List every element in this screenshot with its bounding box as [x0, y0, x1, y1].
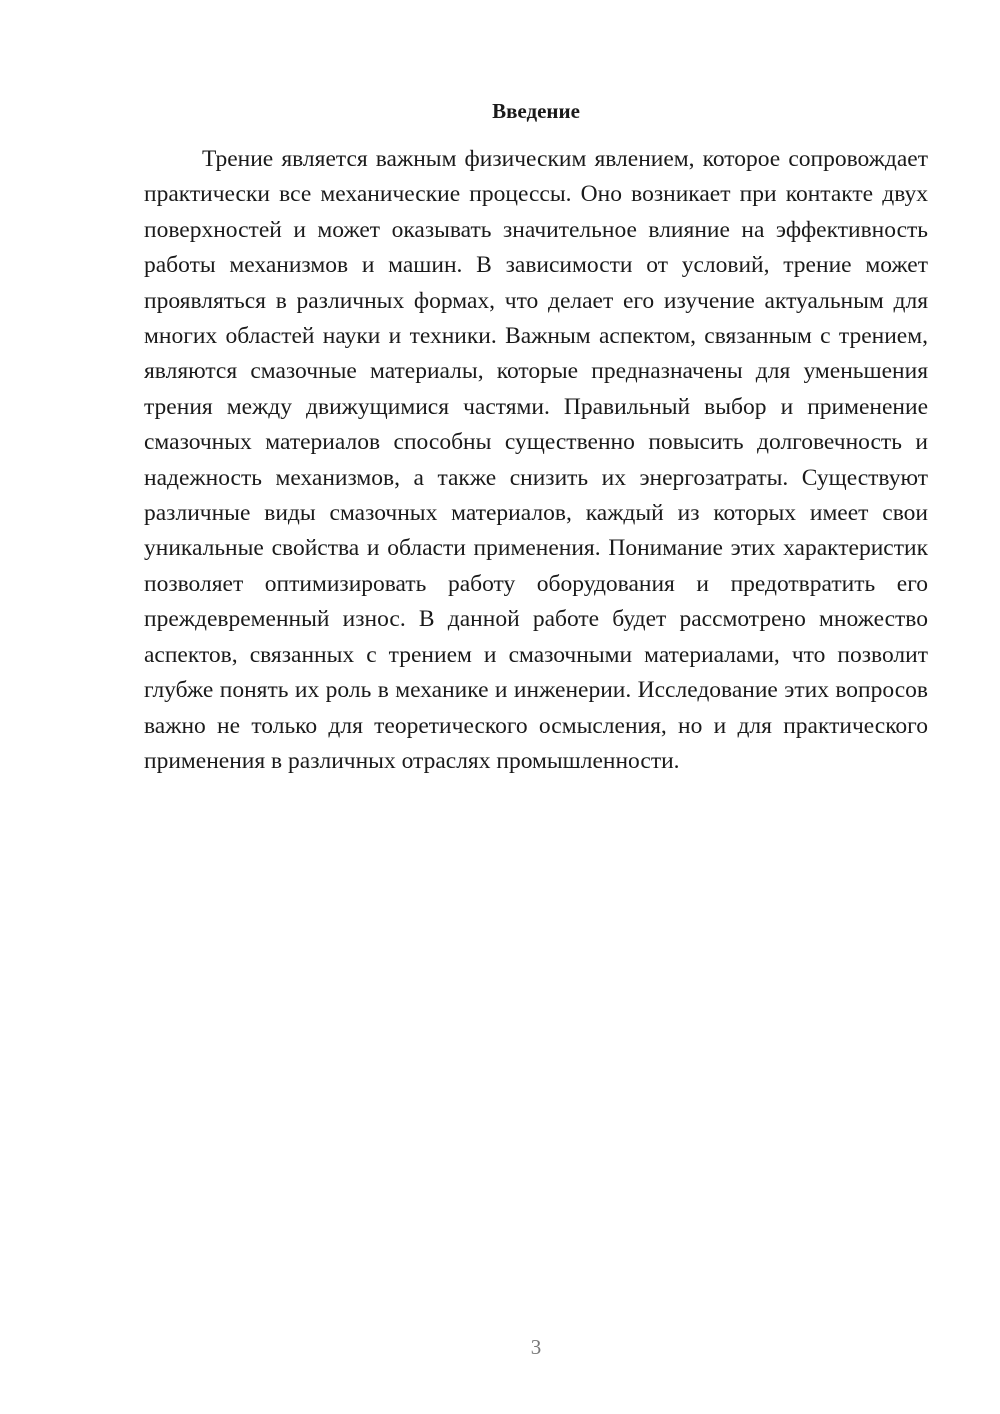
page-number: 3 [530, 1335, 542, 1359]
section-heading: Введение [492, 99, 580, 123]
introduction-paragraph: Трение является важным физическим явлением, которое сопровождает практически все механические процессы. Оно возникает при контакте двух поверхностей и может оказывать значительное влияние на эффективность работы механизмов и машин. В зависимости от условий, трение может проявляться в различных формах, что делает его изучение актуальным для многих областей науки и техники. Важным аспектом, связанным с трением, являются смазочные материалы, которые предназначены для уменьшения трения между движущимися частями. Правильный выбор и применение смазочных материалов способны существенно повысить долговечность и надежность механизмов, а также снизить их энергозатраты. Существуют различные виды смазочных материалов, каждый из которых имеет свои уникальные свойства и области применения. Понимание этих характеристик позволяет оптимизировать работу оборудования и предотвратить его преждевременный износ. В данной работе будет рассмотрено множество аспектов, связанных с трением и смазочными материалами, что позволит глубже понять их роль в механике и инженерии. Исследование этих вопросов важно не только для теоретического осмысления, но и для практического применения в различных отраслях промышленности. [144, 146, 928, 774]
